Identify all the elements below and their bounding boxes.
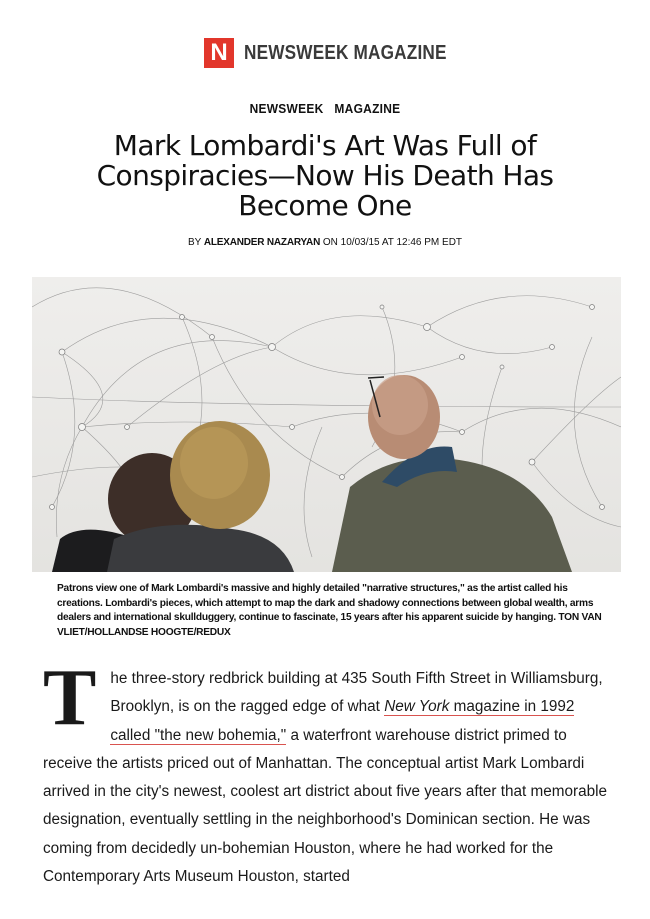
publish-date: ON 10/03/15 AT 12:46 PM EDT	[320, 237, 463, 248]
masthead-title[interactable]: NEWSWEEK MAGAZINE	[244, 41, 447, 64]
author-link[interactable]: ALEXANDER NAZARYAN	[203, 237, 321, 248]
byline-prefix: BY	[187, 237, 204, 248]
hero-photo-illustration	[32, 277, 621, 572]
hero-image	[32, 277, 621, 572]
photo-credit: TON VAN VLIET/HOLLANDSE HOOGTE/REDUX	[57, 612, 602, 638]
link-italic-text[interactable]: New York	[384, 698, 450, 716]
paragraph-1	[43, 654, 608, 891]
article-body	[43, 654, 608, 891]
paragraph-text: he three-story redbrick building at 435 South Fifth Street in Williamsburg, Brooklyn, is on the ragged edge of what	[110, 670, 603, 716]
section-kicker: NEWSWEEK MAGAZINE	[249, 101, 401, 116]
drop-cap: T	[43, 654, 97, 742]
caption-text: Patrons view one of Mark Lombardi's massive and highly detailed "narrative structures," as the artist called his creations. Lombardi's pieces, which attempt to map the dark and shadowy connections between global wealth, arms dealers and international skullduggery, continue to fascinate, 15 years after his apparent suicide by hanging.	[57, 583, 594, 623]
article-headline: Mark Lombardi's Art Was Full of Conspiracies—Now His Death Has Become One	[96, 129, 554, 222]
link-text[interactable]: magazine in 1992 called "the new bohemia,"	[110, 698, 575, 744]
paragraph-text-continued: a waterfront warehouse district primed to receive the artists priced out of Manhattan. The conceptual artist Mark Lombardi arrived in the city's newest, coolest art district about five years after that memorable designation, eventually settling in the neighborhood's Dominican section. He was coming from decidedly un-bohemian Houston, where he had worked for the Contemporary Arts Museum Houston, started	[43, 726, 608, 886]
newsweek-logo-icon[interactable]: N	[204, 38, 234, 68]
byline	[0, 237, 650, 248]
image-caption	[57, 582, 602, 640]
masthead	[204, 37, 480, 69]
